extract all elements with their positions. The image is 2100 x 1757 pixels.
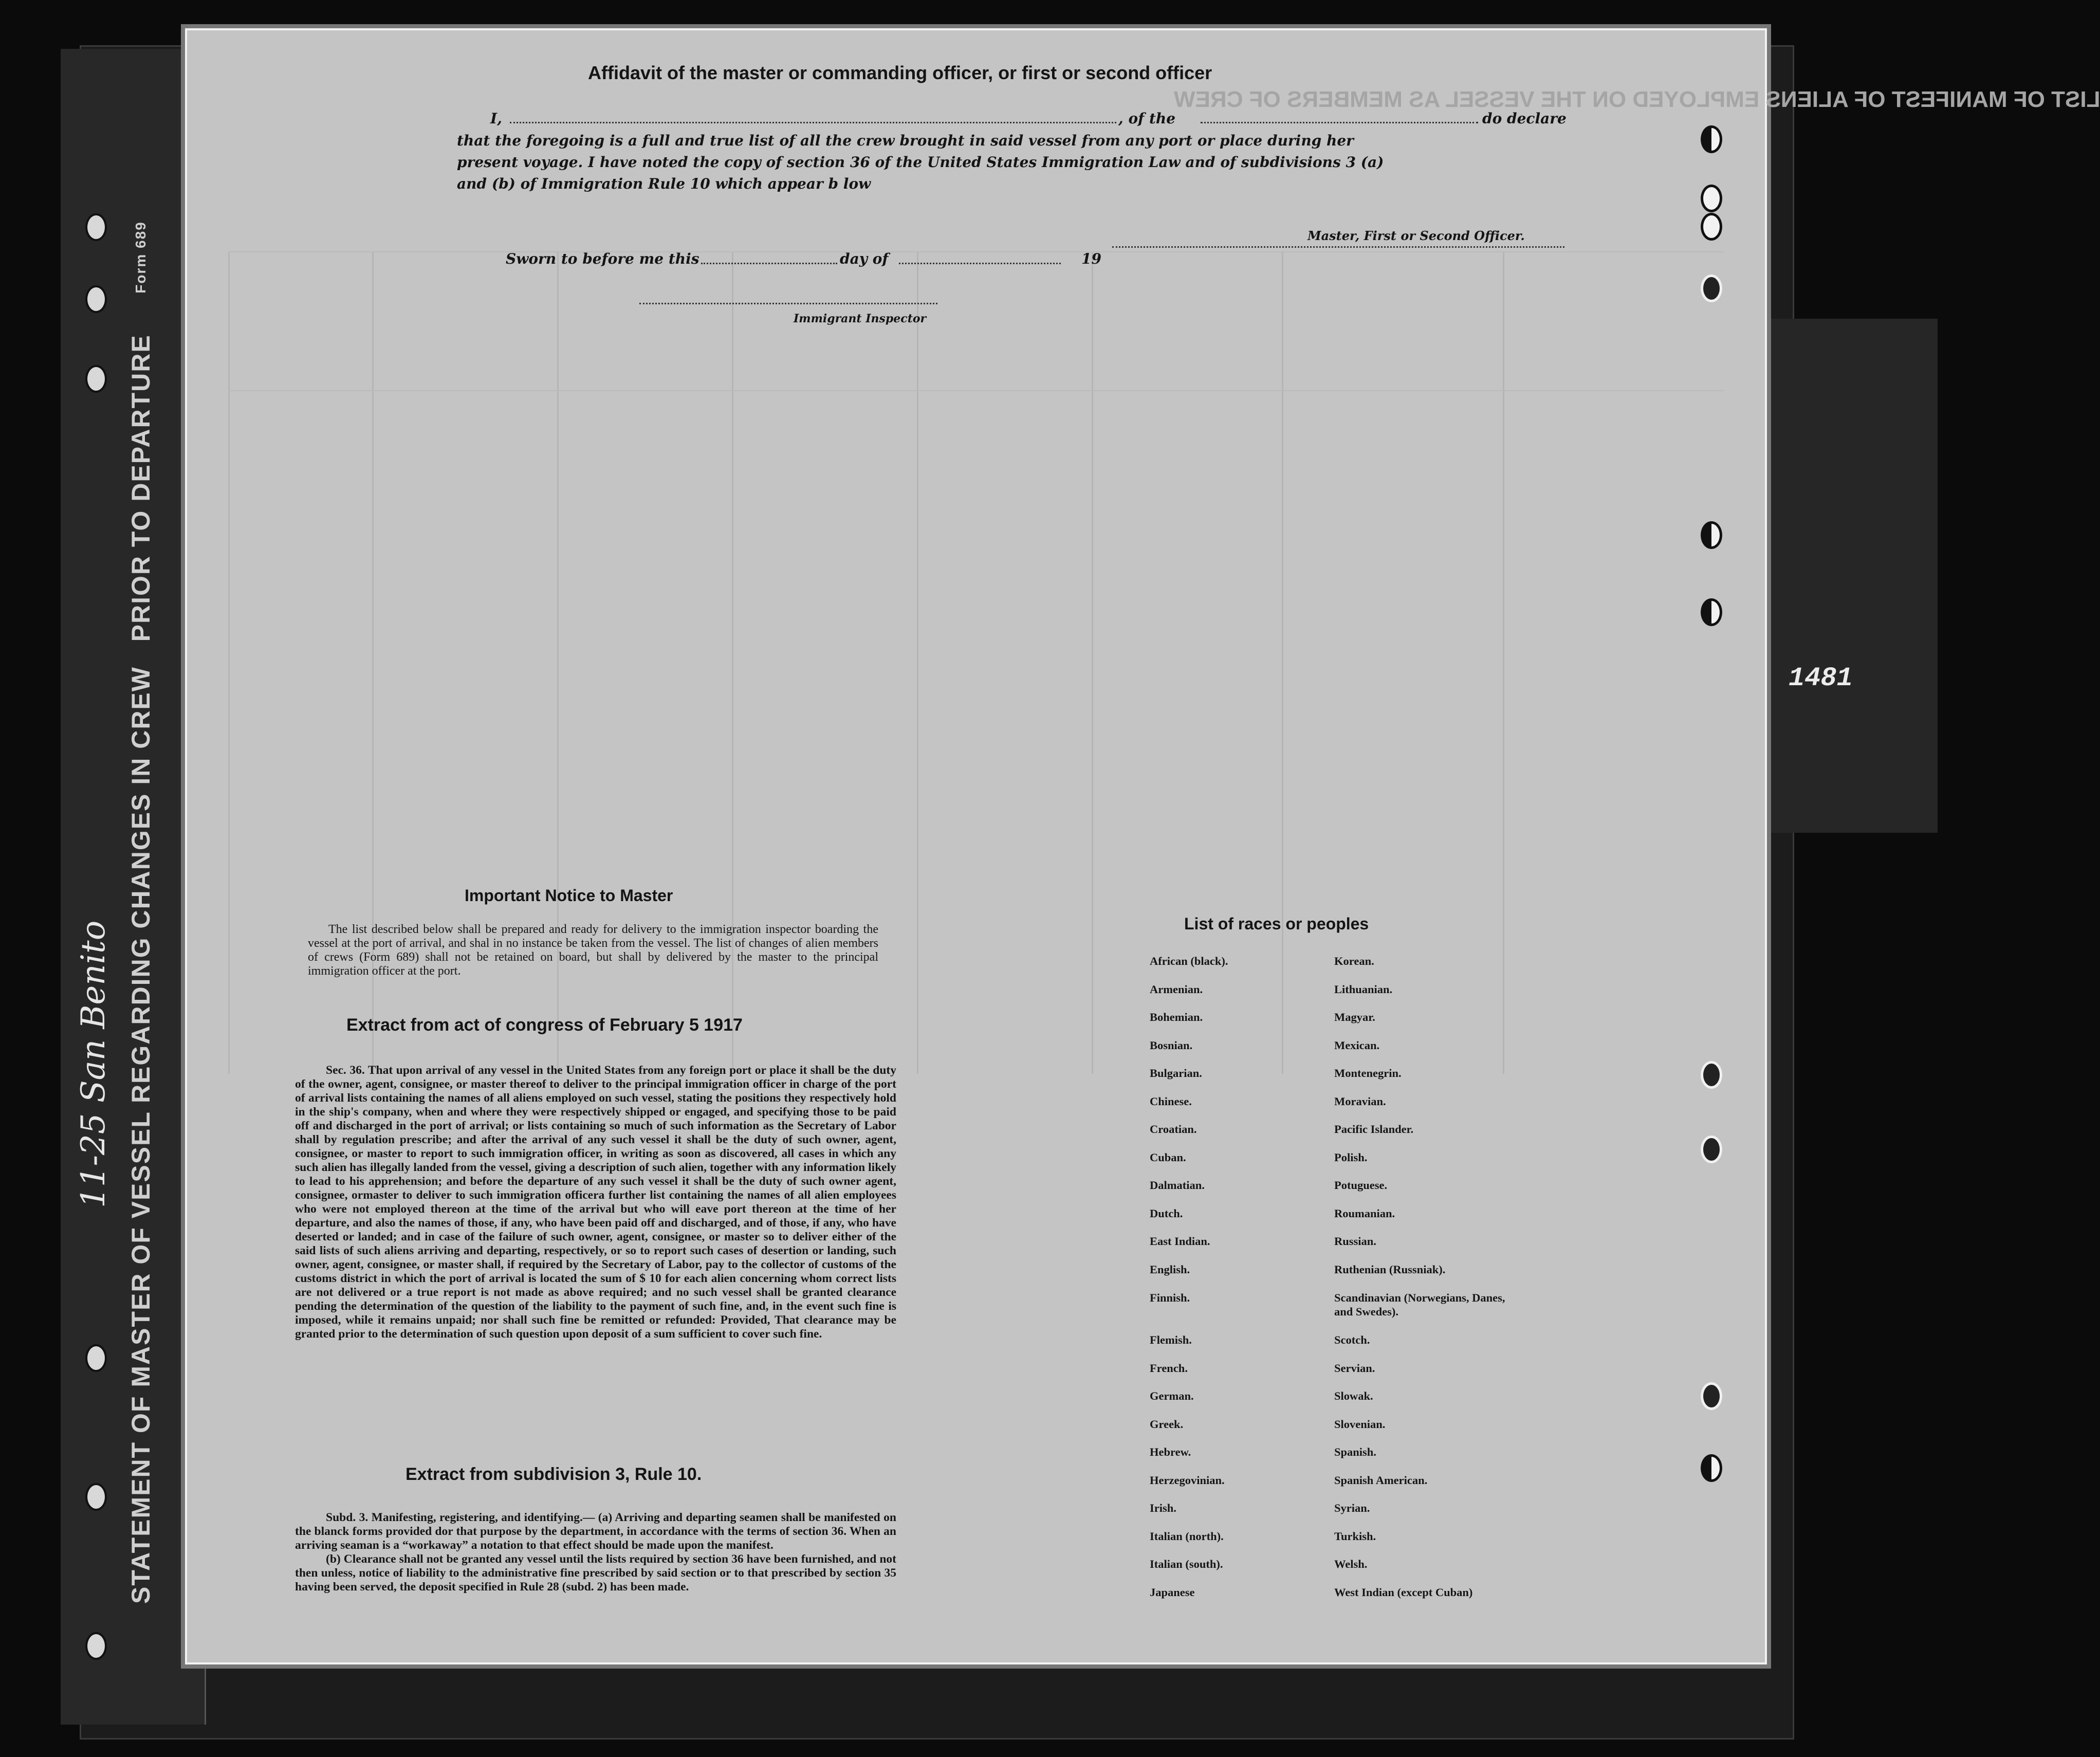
sworn-month-line <box>899 263 1061 264</box>
race-item: Syrian. <box>1334 1502 1370 1514</box>
race-item: Japanese <box>1150 1585 1195 1599</box>
affidavit-line-3: present voyage. I have noted the copy of section 36 of the United States Immigration Law and of subdivisions 3 (a) <box>457 154 1384 171</box>
race-item: East Indian. <box>1150 1235 1210 1248</box>
master-signature-line <box>1112 246 1564 248</box>
notice-title: Important Notice to Master <box>465 886 673 905</box>
affidavit-line-4: and (b) of Immigration Rule 10 which appear b low <box>457 175 871 192</box>
bleed-through-line <box>228 390 1724 391</box>
bleed-through-line <box>228 251 230 1074</box>
punch-hole <box>1701 274 1722 302</box>
race-item: Slowak. <box>1334 1389 1373 1402</box>
rule-10-text <box>295 1511 896 1594</box>
race-item: African (black). <box>1150 955 1228 967</box>
day-of-label: day of <box>840 250 889 267</box>
punch-hole <box>85 1632 107 1660</box>
punch-hole <box>1701 1061 1722 1089</box>
affidavit-title: Affidavit of the master or commanding officer, or first or second officer <box>588 62 1212 83</box>
affidavit-i: I, <box>490 110 502 127</box>
right-margin-sheet <box>1758 319 1938 833</box>
race-item: German. <box>1150 1389 1194 1402</box>
races-list-title: List of races or peoples <box>1184 914 1369 933</box>
notice-text: The list described below shall be prepared and ready for delivery to the immigration inspector boarding the vessel at the port of arrival, and shal in no instance be taken from the vessel. The list of changes of alien members of crews (Form 689) shall not be retained on board, but shall by delivered by the master to the principal immigration officer at the port. <box>308 923 878 978</box>
race-item: Montenegrin. <box>1334 1067 1402 1079</box>
punch-hole <box>85 365 107 393</box>
race-item: Italian (north). <box>1150 1529 1224 1543</box>
race-item: Potuguese. <box>1334 1179 1388 1192</box>
race-item: Ruthenian (Russniak). <box>1334 1262 1446 1276</box>
race-item: Russian. <box>1334 1235 1376 1248</box>
race-item: Croatian. <box>1150 1123 1197 1136</box>
race-item: Spanish American. <box>1334 1473 1428 1487</box>
race-item: Finnish. <box>1150 1291 1190 1304</box>
punch-hole <box>1701 213 1722 241</box>
bleed-through-line <box>228 251 1724 252</box>
section-36-text: Sec. 36. That upon arrival of any vessel in the United States from any foreign port or place it shall be the duty of the owner, agent, consignee, or master thereof to deliver to the principal immigration officer in charge of the port of arrival lists containing the names of all aliens employed on such vessel, stating the positions they respectively hold in the ship's company, when and where they were respectively shipped or engaged, and specifying those to be paid off and discharged in the port of arrival; or lists containing so much of such information as the Secretary of Labor shall by regulation prescribe; and after the arrival of any such vessel it shall be the duty of such owner, agent, consignee, or master to report to such immigration officer, in writing as soon as discovered, all cases in which any such alien has illegally landed from the vessel, giving a description of such alien, together with any information likely to lead to his apprehension; and before the departure of any such vessel it shall be the duty of such owner agent, consignee, ormaster to deliver to such immigration officera further list containing the names of all alien employees who were not employed thereon at the time of the arrival but who will eave port thereon at the time of her departure, and also the names of those, if any, who have been paid off and discharged, and of those, if any, who have deserted or landed; and in case of the failure of such owner, agent, consignee, or master so to deliver either of the said lists of such aliens arriving and departing, respectively, or so to report such cases of desertion or landing, such owner, agent, consignee, or master shall, if required by the Secretary of Labor, pay to the collector of customs of the customs district in which the port of arrival is located the sum of $ 10 for each alien concerning whom correct lists are not delivered or a true report is not made as above required; and no such vessel shall be granted clearance pending the determination of the question of the liability to the payment of such fine, and, in the event such fine is imposed, while it remains unpaid; nor shall such fine be remitted or refunded: Provided, That clearance may be granted prior to the determination of such question upon deposit of a sum sufficient to cover such fine. <box>295 1064 896 1341</box>
race-item: Turkish. <box>1334 1529 1376 1543</box>
race-item: Dutch. <box>1150 1206 1183 1220</box>
bleed-through-header: LIST OF MANIFEST OF ALIENS EMPLOYED ON THE VESSEL AS MEMBERS OF CREW <box>1174 87 2100 112</box>
race-item: Hebrew. <box>1150 1445 1191 1458</box>
bleed-through-line <box>1282 251 1283 1074</box>
punch-hole <box>85 285 107 313</box>
stamp-number: 1481 <box>1789 663 1853 693</box>
race-item: Greek. <box>1150 1417 1184 1431</box>
race-item: French. <box>1150 1361 1188 1375</box>
act-extract-title: Extract from act of congress of February 5 1917 <box>346 1015 743 1035</box>
race-item: Italian (south). <box>1150 1558 1223 1570</box>
affidavit-line-2: that the foregoing is a full and true list of all the crew brought in said vessel from any port or place during her <box>457 132 1354 149</box>
punch-hole <box>1701 1382 1722 1410</box>
affidavit-do-declare: do declare <box>1482 110 1567 127</box>
sworn-label: Sworn to before me this <box>506 250 699 267</box>
strip-vertical-title: STATEMENT OF MASTER OF VESSEL REGARDING CHANGES IN CREW PRIOR TO DEPARTURE Form 689 <box>126 221 155 1604</box>
race-item: Armenian. <box>1150 982 1203 996</box>
master-signature-label: Master, First or Second Officer. <box>1307 228 1525 243</box>
race-item: Korean. <box>1334 955 1374 967</box>
race-item: Roumanian. <box>1334 1206 1395 1220</box>
race-item: Herzegovinian. <box>1150 1473 1225 1487</box>
punch-hole <box>85 1344 107 1372</box>
race-item: West Indian (except Cuban) <box>1334 1585 1473 1599</box>
race-item: Dalmatian. <box>1150 1179 1205 1192</box>
race-item: Spanish. <box>1334 1445 1376 1458</box>
sworn-day-line <box>701 263 837 264</box>
punch-hole <box>1701 125 1722 153</box>
race-item: Bosnian. <box>1150 1038 1193 1052</box>
race-item: Welsh. <box>1334 1558 1368 1570</box>
name-blank-line <box>510 122 1116 123</box>
race-item: Flemish. <box>1150 1333 1192 1346</box>
punch-hole <box>85 1483 107 1511</box>
race-item: Slovenian. <box>1334 1417 1386 1431</box>
races-right-column <box>1334 955 1519 1614</box>
race-item: Servian. <box>1334 1361 1375 1375</box>
bleed-through-line <box>917 251 918 1074</box>
punch-hole <box>1701 521 1722 549</box>
race-item: Cuban. <box>1150 1150 1186 1164</box>
race-item: Bulgarian. <box>1150 1067 1202 1079</box>
race-item: English. <box>1150 1262 1190 1276</box>
bleed-through-line <box>1503 251 1504 1074</box>
race-item: Chinese. <box>1150 1094 1192 1108</box>
race-item: Mexican. <box>1334 1038 1380 1052</box>
race-item: Lithuanian. <box>1334 982 1393 996</box>
race-item: Bohemian. <box>1150 1011 1203 1023</box>
year-label: 19 <box>1081 250 1101 267</box>
punch-hole <box>1701 598 1722 626</box>
punch-hole <box>1701 185 1722 212</box>
races-left-column <box>1150 955 1335 1614</box>
affidavit-of-the: , of the <box>1118 110 1176 127</box>
bleed-through-line <box>1092 251 1093 1074</box>
race-item: Irish. <box>1150 1502 1176 1514</box>
subdivision-b: (b) Clearance shall not be granted any vessel until the lists required by section 36 have been furnished, and not then unless, notice of liability to the administrative fine prescribed by said section or to that prescribed by section 35 having been served, the deposit specified in Rule 28 (subd. 2) has been made. <box>295 1552 896 1594</box>
vessel-blank-line <box>1201 122 1478 123</box>
punch-hole <box>1701 1136 1722 1163</box>
inspector-signature-line <box>639 303 937 304</box>
inspector-label: Immigrant Inspector <box>794 312 927 325</box>
race-item: Polish. <box>1334 1150 1368 1164</box>
race-item: Moravian. <box>1334 1094 1386 1108</box>
punch-hole <box>1701 1454 1722 1482</box>
strip-handwriting: 11-25 San Benito <box>75 920 113 1208</box>
race-item: Magyar. <box>1334 1011 1375 1023</box>
race-item: Scandinavian (Norwegians, Danes, and Swedes). <box>1334 1291 1505 1318</box>
subdivision-a: Subd. 3. Manifesting, registering, and identifying.— (a) Arriving and departing seamen shall be manifested on the blanck forms provided dor that purpose by the department, in accordance with the terms of section 36. When an arriving seaman is a “workaway” a notation to that effect should be made upon the manifest. <box>295 1511 896 1552</box>
race-item: Scotch. <box>1334 1333 1370 1346</box>
rule-extract-title: Extract from subdivision 3, Rule 10. <box>406 1465 702 1484</box>
race-item: Pacific Islander. <box>1334 1123 1414 1136</box>
punch-hole <box>85 213 107 241</box>
